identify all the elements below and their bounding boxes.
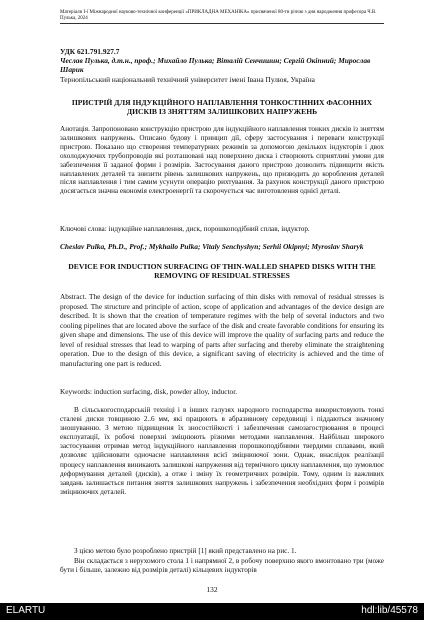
- affiliation-ua: Тернопільський національний технічний університет імені Івана Пулюя, Україна: [60, 75, 315, 84]
- title-ua: ПРИСТРІЙ ДЛЯ ІНДУКЦІЙНОГО НАПЛАВЛЕННЯ ТОНКОСТІННИХ ФАСОННИХ ДИСКІВ ІЗ ЗНЯТТЯМ ЗАЛИШКОВИХ НАПРУЖЕНЬ: [71, 98, 373, 116]
- page-number: 132: [206, 585, 218, 594]
- authors-ua: Чеслав Пулька, д.т.н., проф.; Михайло Пулька; Віталій Сенчишин; Сергій Окіпний; Мирослав Шарик: [60, 56, 371, 75]
- abstract-ua: Анотація. Запропоновано конструкцію пристрою для індукційного наплавлення тонких дисків із зняттям залишкових напружень. Описано будову і принцип дії, сферу застосування і переваги конструкції пристрою. Показано що створення температурних режимів за допомогою декількох індукторів і двох охолоджуючих трубопроводів які розташовані над поверхнею диска і створюють сприятливі умови для забезпечення її заданої форми і розмірів. Застосування даного пристрою дозволить підвищити якість наплавлених деталей та знизити рівень залишкових напружень, що призводить до коробления деталей після наплавлення і тим самим усунути операцію рихтування. За рахунок конструкції даного пристрою досягається значна економія електроенергії та скорочується час виготовлення однієї деталі.: [60, 125, 384, 196]
- body-paragraph-1: В сільськогосподарській техніці і в інших галузях народного господарства використовують тонкі сталеві диски товщиною 2..6 мм, які працюють в абразивному середовищі і піддаються значному зношуванню. З метою підвищення їх зносостійкості і забезпечення самозагострювання в процесі експлуатації, їх робочі поверхні зміцнюють різними методами наплавлення. Найбільш широкого застосування отримав метод індукційного наплавлення порошкоподібними твердими сплавами, який дозволяє здійснювати одночасне наплавлення всієї зміцнюючої зони. Однак, внаслідок реалізації процесу наплавлення виникають залишкові напруження від термічного циклу наплавлення, що зумовлює деформування деталей (дисків), а отже і зміну їх геометричних розмірів. Тому, одним із важливих завдань залишається питання зняття залишкових напружень і забезпечення необхідних форм і розмірів зміцнюючих деталей.: [60, 406, 384, 496]
- title-en: DEVICE FOR INDUCTION SURFACING OF THIN-WALLED SHAPED DISKS WITH THE REMOVING OF RESIDUAL STRESSES: [68, 262, 376, 280]
- keywords-en: Keywords: induction surfacing, disk, powder alloy, inductor.: [60, 387, 238, 396]
- abstract-en: Abstract. The design of the device for induction surfacing of thin disks with removal of residual stresses is proposed. The structure and principle of action, scope of application and advantages of the device design are described. It is shown that the creation of temperature regimes with the help of several inductors and two cooling pipelines that are located above the surface of the disk and create favorable conditions for ensuring its given shape and dimensions. The use of this device will improve the quality of surfacing parts and reduce the level of residual stresses that lead to warping of parts after surfacing and thereby eliminate the straightening operation. Due to the design of this device, a significant saving of electricity is achieved and the time of manufacturing one part is reduced.: [60, 292, 384, 368]
- body-paragraph-2: З цією метою було розроблено пристрій [1] який представлено на рис. 1.: [74, 547, 297, 555]
- authors-en: Cheslav Pulka, Ph.D., Prof.; Mykhailo Pulka; Vitaly Senchyshyn; Serhii Okipnyi; Myroslav Sharyk: [60, 242, 364, 251]
- footer-handle[interactable]: hdl:lib/45578: [361, 605, 418, 616]
- udc-code: УДК 621.791.927.7: [60, 47, 120, 56]
- header-rule: [60, 23, 384, 24]
- footer-left-label: ELARTU: [6, 605, 46, 616]
- body-paragraph-3: Він складається з нерухомого стола 1 і напрямної 2, в робочу поверхню якого вмонтовано три (може бути і більше, залежно від розмірів деталі) кільцевих індукторів: [60, 557, 384, 574]
- running-header: Матеріали I-ї Міжнародної науково-технічної конференції «ПРИКЛАДНА МЕХАНІКА» присвяченої 80-ти річчю з дня народження професора Ч.В. Пулька, 2024: [60, 10, 377, 21]
- keywords-ua: Ключові слова: індукційне наплавлення, диск, порошкоподібний сплав, індуктор.: [60, 225, 310, 233]
- repository-footer: [0, 603, 424, 620]
